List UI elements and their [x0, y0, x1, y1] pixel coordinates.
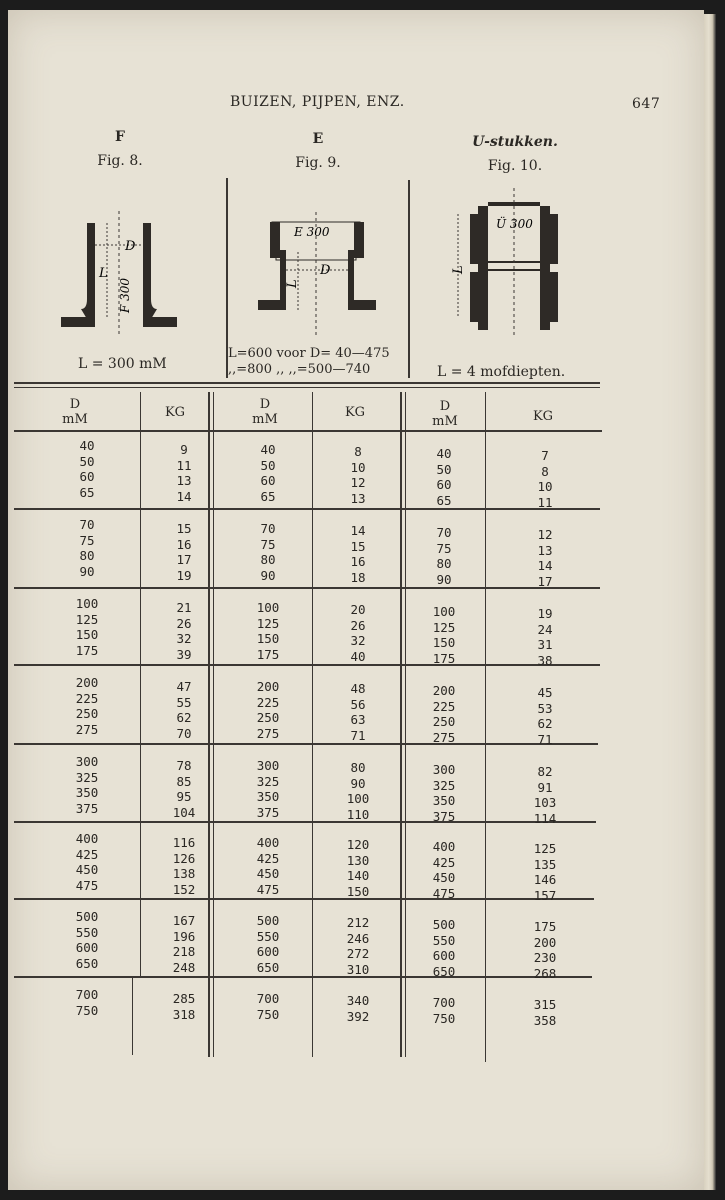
kg-cell-1: 95: [176, 789, 192, 804]
d-cell-1: 700: [75, 987, 99, 1002]
kg-cell-1: 62: [176, 710, 192, 725]
kg-cell-3: 268: [533, 965, 557, 981]
d-cell-1: 70: [79, 517, 95, 532]
fig8-pipe-drawing: [55, 205, 185, 340]
kg-cell-2: 246: [346, 930, 370, 946]
fig8-dim-f: F 300: [118, 277, 132, 313]
d-cell-3: 70: [436, 525, 452, 540]
d-cell-2: 65: [260, 488, 276, 504]
d-cell-1: 60: [79, 469, 95, 484]
d-cell-2: 450: [256, 866, 280, 881]
d-cell-1: 375: [75, 800, 99, 816]
fig8-caption: L = 300 mM: [78, 356, 167, 372]
kg-cell-2: 10: [350, 459, 366, 475]
kg-cell-1: 104: [172, 804, 196, 820]
kg-cell-1: 78: [176, 758, 192, 773]
d-cell-2: 100: [256, 600, 280, 615]
d-cell-3: 60: [436, 477, 452, 492]
kg-cell-3: 135: [533, 856, 557, 872]
kg-cell-3: 315: [533, 997, 557, 1012]
d-cell-3: 700: [432, 995, 456, 1010]
d-cell-1: 450: [75, 862, 99, 877]
table-top-rule: [14, 382, 600, 384]
kg-cell-1: 26: [176, 615, 192, 631]
d-cell-2: 550: [256, 928, 280, 944]
kg-cell-1: 70: [176, 725, 192, 741]
kg-cell-1: 21: [176, 600, 192, 615]
col-line-3: [312, 392, 313, 1057]
fig9-dim-e: E 300: [294, 225, 330, 239]
d-cell-1: 225: [75, 690, 99, 706]
kg-cell-3: 19: [537, 606, 553, 621]
kg-cell-3: 12: [537, 527, 553, 542]
d-cell-2: 300: [256, 758, 280, 773]
d-cell-1: 475: [75, 877, 99, 893]
d-cell-3: 550: [432, 932, 456, 948]
d-cell-1: 100: [75, 596, 99, 611]
d-cell-1: 50: [79, 453, 95, 469]
d-cell-1: 200: [75, 675, 99, 690]
col-line-1: [140, 392, 141, 977]
d-cell-3: 350: [432, 793, 456, 808]
kg-cell-3: 7: [541, 448, 549, 463]
kg-cell-2: 40: [350, 648, 366, 664]
kg-cell-1: 15: [176, 521, 192, 536]
kg-cell-1: 138: [172, 866, 196, 881]
kg-cell-1: 11: [176, 457, 192, 473]
d-cell-1: 75: [79, 532, 95, 548]
kg-cell-3: 82: [537, 764, 553, 779]
kg-cell-2: 15: [350, 538, 366, 554]
d-cell-2: 750: [256, 1006, 280, 1022]
kg-cell-2: 100: [346, 791, 370, 806]
d-cell-1: 300: [75, 754, 99, 769]
group-rule: [14, 976, 592, 978]
kg-cell-1: 14: [176, 488, 192, 504]
d-cell-1: 250: [75, 706, 99, 721]
d-cell-1: 175: [75, 642, 99, 658]
d-cell-2: 125: [256, 615, 280, 631]
kg-cell-3: 13: [537, 542, 553, 558]
d-cell-3: 425: [432, 854, 456, 870]
fig-separator-2: [408, 180, 410, 378]
group-rule: [14, 664, 600, 666]
page-edge: [704, 14, 716, 1190]
kg-cell-2: 212: [346, 915, 370, 930]
kg-cell-2: 56: [350, 696, 366, 712]
d-cell-1: 80: [79, 548, 95, 563]
kg-cell-3: 45: [537, 685, 553, 700]
kg-cell-3: 62: [537, 716, 553, 731]
group-rule: [14, 430, 602, 432]
d-cell-2: 225: [256, 694, 280, 710]
running-header: BUIZEN, PIJPEN, ENZ.: [230, 94, 405, 110]
kg-cell-2: 272: [346, 946, 370, 961]
d-cell-2: 70: [260, 521, 276, 536]
d-cell-3: 650: [432, 963, 456, 979]
fig9-caption-2: ,,=800 ,, ,,=500—740: [228, 362, 371, 377]
d-cell-3: 325: [432, 777, 456, 793]
d-cell-2: 375: [256, 804, 280, 820]
col-line-2: [208, 392, 210, 1057]
fig9-caption-1: L=600 voor D= 40—475: [228, 346, 390, 361]
d-cell-2: 650: [256, 959, 280, 975]
kg-cell-2: 26: [350, 617, 366, 633]
d-cell-3: 475: [432, 885, 456, 901]
kg-cell-2: 140: [346, 868, 370, 883]
kg-cell-3: 103: [533, 795, 557, 810]
d-cell-1: 325: [75, 769, 99, 785]
fig9-dim-d: D: [320, 263, 331, 278]
col-header-d-2: D mM: [252, 397, 278, 427]
d-cell-1: 350: [75, 785, 99, 800]
page-number: 647: [632, 96, 661, 112]
d-cell-3: 750: [432, 1010, 456, 1026]
kg-cell-2: 130: [346, 852, 370, 868]
d-cell-3: 450: [432, 870, 456, 885]
kg-cell-1: 218: [172, 944, 196, 959]
kg-cell-1: 167: [172, 913, 196, 928]
kg-cell-3: 10: [537, 479, 553, 494]
kg-cell-1: 285: [172, 991, 196, 1006]
kg-cell-2: 12: [350, 475, 366, 490]
d-cell-3: 80: [436, 556, 452, 571]
col-line-5: [485, 392, 486, 1062]
group-rule: [14, 821, 596, 823]
d-cell-3: 600: [432, 948, 456, 963]
col-header-d-1: D mM: [62, 397, 88, 427]
d-cell-2: 60: [260, 473, 276, 488]
fig8-letter: F: [115, 129, 125, 145]
fig9-dim-l: L: [285, 279, 300, 288]
col-header-kg-2: KG: [344, 405, 366, 420]
d-cell-3: 375: [432, 808, 456, 824]
d-cell-3: 175: [432, 650, 456, 666]
kg-cell-1: 196: [172, 928, 196, 944]
d-cell-2: 250: [256, 710, 280, 725]
d-cell-3: 40: [436, 446, 452, 461]
d-cell-1: 400: [75, 831, 99, 846]
d-cell-3: 90: [436, 571, 452, 587]
kg-cell-2: 16: [350, 554, 366, 569]
kg-cell-3: 358: [533, 1012, 557, 1028]
col-header-kg-1: KG: [164, 405, 186, 420]
d-cell-2: 400: [256, 835, 280, 850]
d-cell-2: 325: [256, 773, 280, 789]
group-rule: [14, 587, 600, 589]
kg-cell-2: 340: [346, 993, 370, 1008]
kg-cell-1: 19: [176, 567, 192, 583]
d-cell-2: 275: [256, 725, 280, 741]
kg-cell-1: 318: [172, 1006, 196, 1022]
fig10-caption: L = 4 mofdiepten.: [437, 364, 566, 380]
kg-cell-2: 90: [350, 775, 366, 791]
kg-cell-3: 91: [537, 779, 553, 795]
kg-cell-3: 11: [537, 494, 553, 510]
d-cell-1: 150: [75, 627, 99, 642]
d-cell-1: 500: [75, 909, 99, 924]
kg-cell-1: 39: [176, 646, 192, 662]
d-cell-2: 175: [256, 646, 280, 662]
d-cell-1: 65: [79, 484, 95, 500]
d-cell-3: 275: [432, 729, 456, 745]
fig9-label: Fig. 9.: [295, 155, 341, 171]
kg-cell-3: 8: [541, 463, 549, 479]
kg-cell-3: 17: [537, 573, 553, 589]
fig8-dim-d: D: [125, 239, 136, 254]
fig10-u-piece-drawing: [440, 188, 570, 338]
d-cell-2: 150: [256, 631, 280, 646]
col-header-kg-3: KG: [532, 409, 554, 424]
kg-cell-1: 32: [176, 631, 192, 646]
d-cell-2: 40: [260, 442, 276, 457]
fig10-dim-u: Ü 300: [496, 217, 533, 231]
col-line-2b: [213, 392, 214, 1057]
kg-cell-2: 18: [350, 569, 366, 585]
kg-cell-3: 114: [533, 810, 557, 826]
fig9-pipe-drawing: [250, 212, 380, 342]
d-cell-3: 250: [432, 714, 456, 729]
d-cell-2: 200: [256, 679, 280, 694]
d-cell-2: 500: [256, 913, 280, 928]
kg-cell-2: 110: [346, 806, 370, 822]
col-line-4: [400, 392, 402, 1057]
kg-cell-2: 80: [350, 760, 366, 775]
kg-cell-3: 38: [537, 652, 553, 668]
kg-cell-3: 71: [537, 731, 553, 747]
fig10-dim-l: L: [451, 265, 466, 274]
kg-cell-1: 248: [172, 959, 196, 975]
d-cell-3: 400: [432, 839, 456, 854]
d-cell-1: 275: [75, 721, 99, 737]
kg-cell-2: 310: [346, 961, 370, 977]
col-header-d-3: D mM: [432, 399, 458, 429]
kg-cell-3: 53: [537, 700, 553, 716]
d-cell-2: 80: [260, 552, 276, 567]
group-rule: [14, 743, 598, 745]
fig8-dim-l: L: [99, 266, 108, 281]
kg-cell-2: 120: [346, 837, 370, 852]
d-cell-1: 425: [75, 846, 99, 862]
kg-cell-3: 125: [533, 841, 557, 856]
kg-cell-2: 48: [350, 681, 366, 696]
d-cell-1: 650: [75, 955, 99, 971]
kg-cell-1: 126: [172, 850, 196, 866]
kg-cell-3: 146: [533, 872, 557, 887]
kg-cell-1: 17: [176, 552, 192, 567]
d-cell-2: 350: [256, 789, 280, 804]
d-cell-1: 600: [75, 940, 99, 955]
kg-cell-2: 20: [350, 602, 366, 617]
d-cell-2: 425: [256, 850, 280, 866]
kg-cell-1: 85: [176, 773, 192, 789]
d-cell-3: 150: [432, 635, 456, 650]
fig9-letter: E: [312, 131, 324, 147]
kg-cell-1: 55: [176, 694, 192, 710]
kg-cell-3: 14: [537, 558, 553, 573]
d-cell-2: 700: [256, 991, 280, 1006]
d-cell-3: 50: [436, 461, 452, 477]
d-cell-2: 90: [260, 567, 276, 583]
d-cell-2: 50: [260, 457, 276, 473]
d-cell-2: 600: [256, 944, 280, 959]
d-cell-1: 550: [75, 924, 99, 940]
kg-cell-2: 392: [346, 1008, 370, 1024]
kg-cell-1: 116: [172, 835, 196, 850]
d-cell-3: 100: [432, 604, 456, 619]
kg-cell-3: 175: [533, 919, 557, 934]
kg-cell-2: 14: [350, 523, 366, 538]
col-line-4b: [405, 392, 406, 1057]
kg-cell-2: 150: [346, 883, 370, 899]
d-cell-2: 475: [256, 881, 280, 897]
d-cell-3: 300: [432, 762, 456, 777]
d-cell-1: 90: [79, 563, 95, 579]
group-rule: [14, 508, 600, 510]
fig10-label: Fig. 10.: [487, 158, 543, 174]
kg-cell-2: 32: [350, 633, 366, 648]
kg-cell-2: 8: [354, 444, 362, 459]
col-line-1-tail: [132, 977, 133, 1055]
kg-cell-3: 31: [537, 637, 553, 652]
kg-cell-1: 152: [172, 881, 196, 897]
d-cell-3: 225: [432, 698, 456, 714]
kg-cell-3: 157: [533, 887, 557, 903]
kg-cell-3: 24: [537, 621, 553, 637]
kg-cell-3: 200: [533, 934, 557, 950]
kg-cell-2: 71: [350, 727, 366, 743]
d-cell-2: 75: [260, 536, 276, 552]
d-cell-3: 75: [436, 540, 452, 556]
table-top-rule-2: [14, 387, 600, 388]
d-cell-3: 200: [432, 683, 456, 698]
d-cell-3: 65: [436, 492, 452, 508]
d-cell-3: 500: [432, 917, 456, 932]
d-cell-1: 125: [75, 611, 99, 627]
kg-cell-3: 230: [533, 950, 557, 965]
group-rule: [14, 898, 594, 900]
d-cell-3: 125: [432, 619, 456, 635]
kg-cell-1: 16: [176, 536, 192, 552]
kg-cell-1: 9: [180, 442, 188, 457]
fig10-letter: U-stukken.: [472, 134, 558, 150]
kg-cell-1: 13: [176, 473, 192, 488]
fig8-label: Fig. 8.: [97, 153, 143, 169]
d-cell-1: 750: [75, 1002, 99, 1018]
kg-cell-2: 13: [350, 490, 366, 506]
kg-cell-1: 47: [176, 679, 192, 694]
d-cell-1: 40: [79, 438, 95, 453]
kg-cell-2: 63: [350, 712, 366, 727]
